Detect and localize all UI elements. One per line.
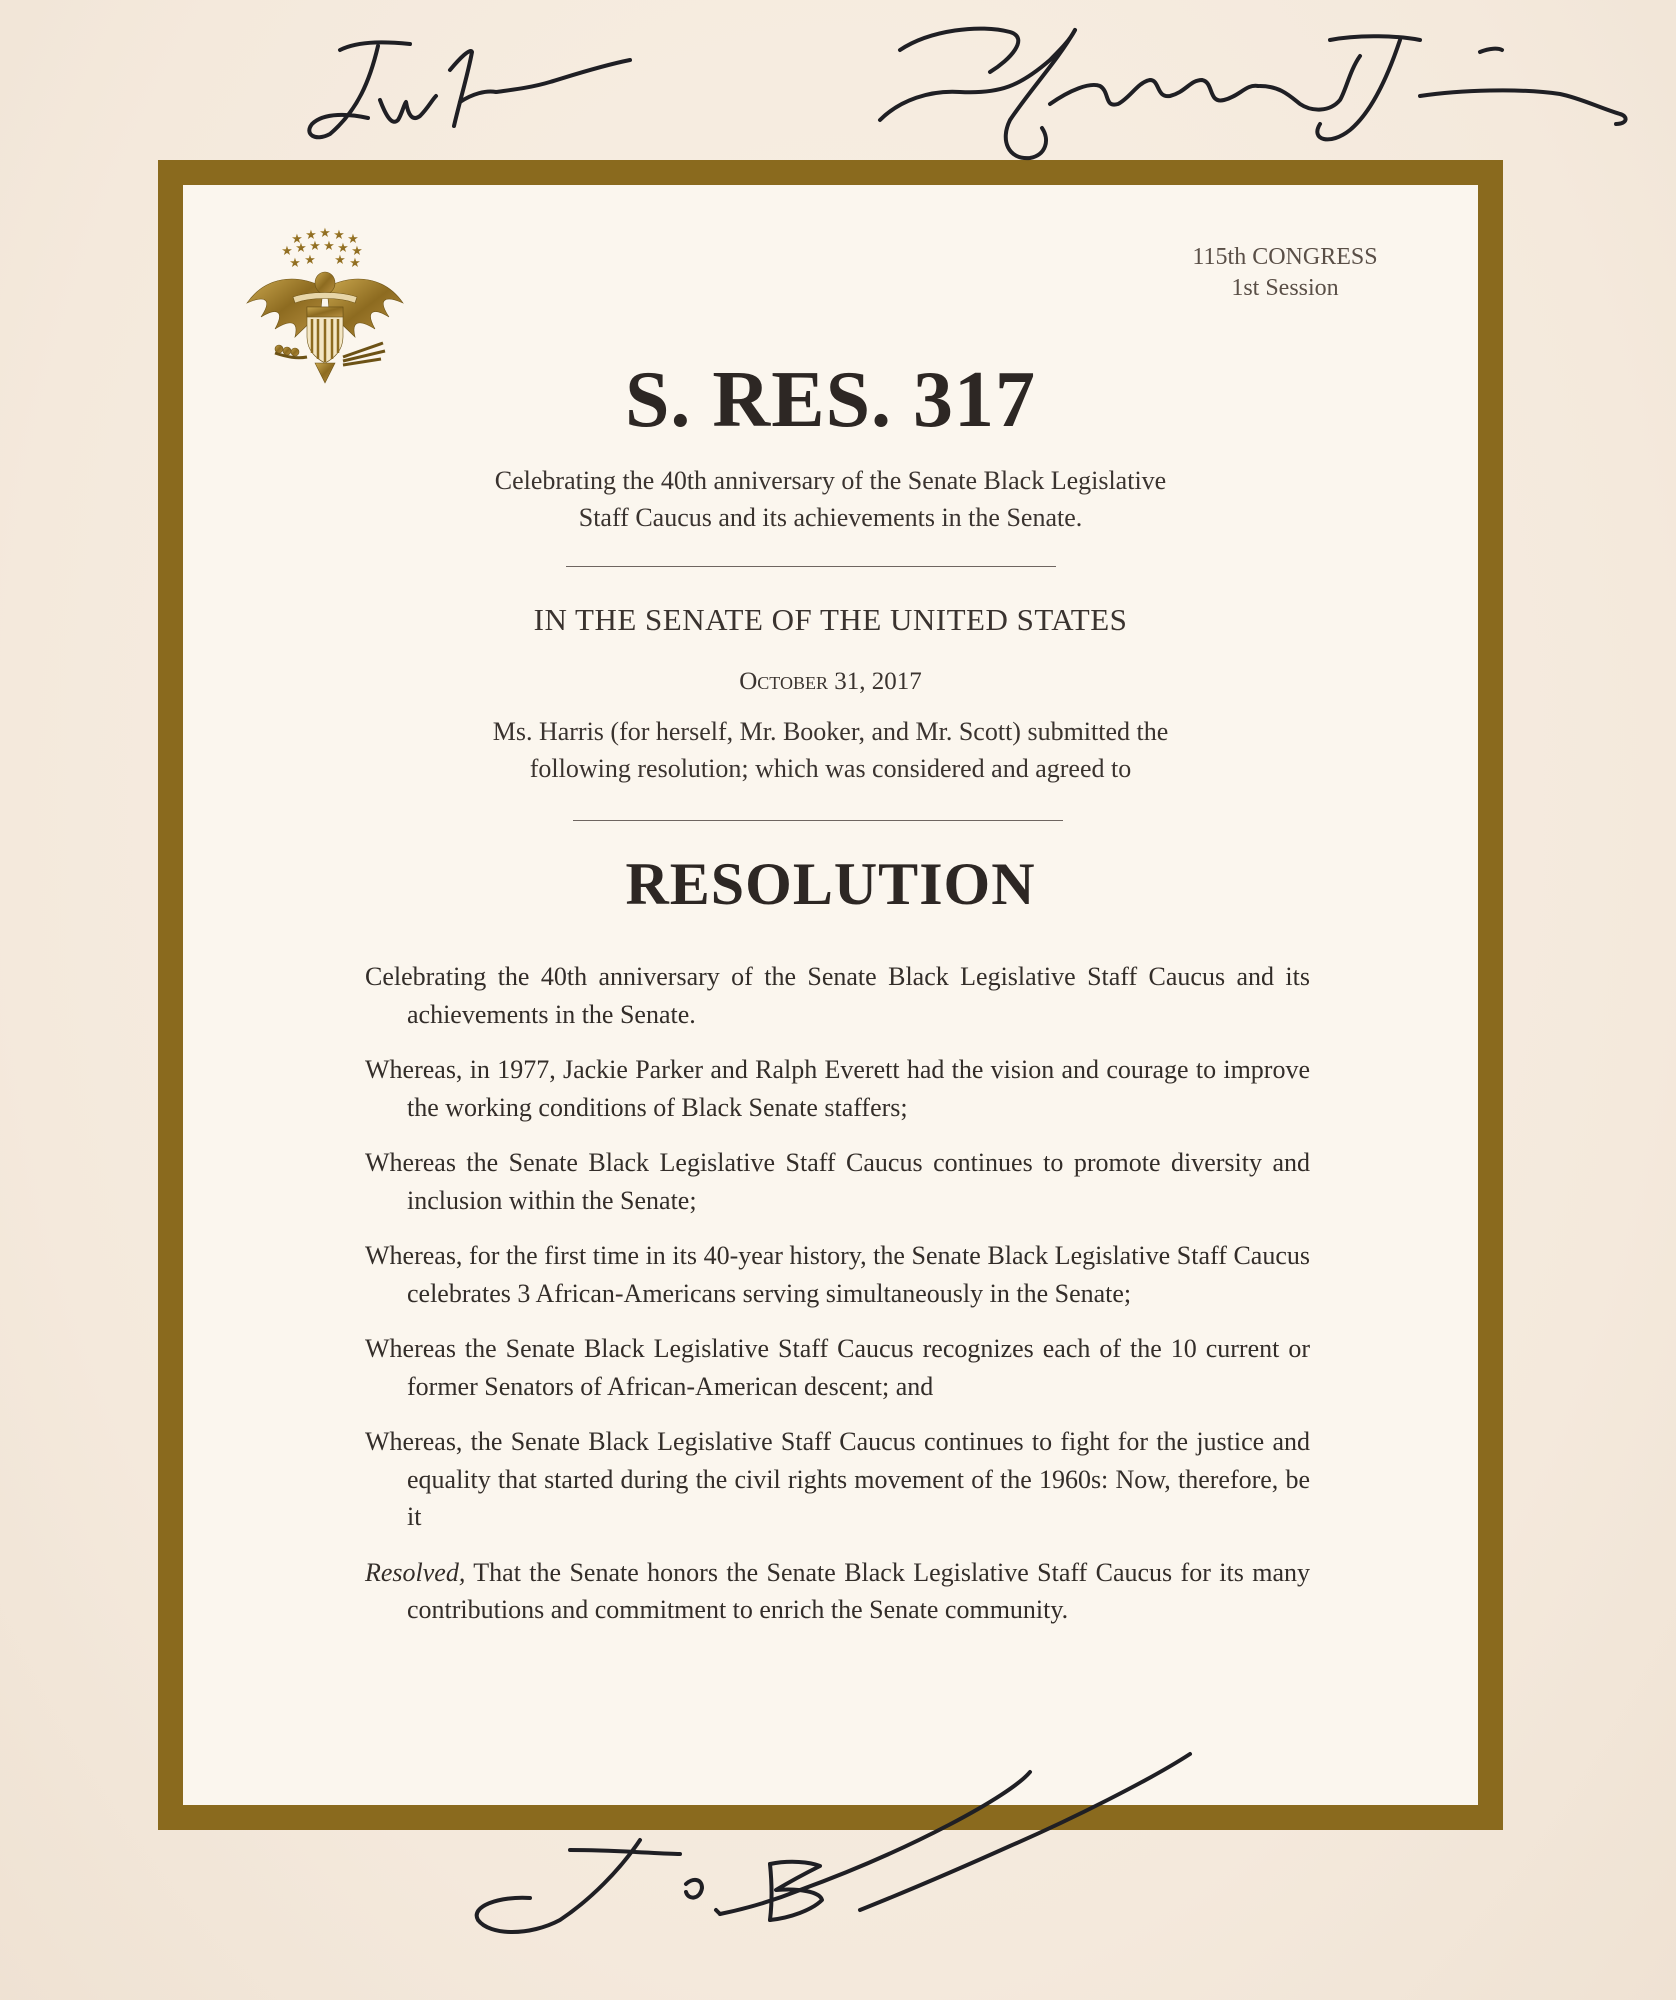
divider-rule [566,566,1056,567]
svg-text:★: ★ [319,226,331,241]
svg-text:★: ★ [351,244,363,259]
signature-bottom [470,1750,1230,1960]
chamber-heading: IN THE SENATE OF THE UNITED STATES [533,602,1128,637]
submission-line: Ms. Harris (for herself, Mr. Booker, and Mr. Scott) submitted the [492,717,1169,746]
resolution-heading: RESOLUTION [625,851,1036,917]
submission-line: following resolution; which was considered and agreed to [529,754,1132,783]
session-label: 1st Session [1231,275,1339,301]
svg-text:★: ★ [309,239,321,254]
svg-text:★: ★ [304,253,316,268]
svg-text:★: ★ [347,232,359,247]
resolved-word: Resolved, [365,1557,466,1587]
resolution-body [365,958,1310,1647]
submission-statement [183,713,1478,787]
svg-text:★: ★ [333,228,345,243]
svg-text:★: ★ [295,241,307,256]
svg-text:★: ★ [289,256,301,271]
signature-top-left [300,30,650,150]
resolved-text: That the Senate honors the Senate Black Legislative Staff Caucus for its many contributions and commitment to enrich the Senate community. [407,1557,1310,1624]
whereas-clause: Whereas, the Senate Black Legislative Staff Caucus continues to fight for the justice and equality that started during the civil rights movement of the 1960s: Now, therefore, be it [365,1427,1310,1531]
short-title [183,462,1478,536]
resolution-date: October 31, 2017 [739,668,922,695]
preamble-paragraph: Celebrating the 40th anniversary of the Senate Black Legislative Staff Caucus and its achievements in the Senate. [365,962,1310,1029]
congress-session-block [1150,242,1420,304]
whereas-clause: Whereas, in 1977, Jackie Parker and Ralph Everett had the vision and courage to improve the working conditions of Black Senate staffers; [365,1055,1310,1122]
resolved-clause [365,1554,1310,1629]
svg-text:★: ★ [323,239,335,254]
svg-text:★: ★ [281,244,293,259]
svg-text:★: ★ [291,232,303,247]
svg-text:★: ★ [334,253,346,268]
short-title-line: Celebrating the 40th anniversary of the Senate Black Legislative [494,466,1167,495]
svg-text:★: ★ [349,256,361,271]
whereas-clause: Whereas, for the first time in its 40-year history, the Senate Black Legislative Staff Caucus celebrates 3 African-Americans serving simultaneously in the Senate; [365,1241,1310,1308]
whereas-clause: Whereas the Senate Black Legislative Staff Caucus continues to promote diversity and inclusion within the Senate; [365,1148,1310,1215]
resolution-number: S. RES. 317 [624,356,1037,444]
short-title-line: Staff Caucus and its achievements in the Senate. [578,503,1083,532]
congress-label: 115th CONGRESS [1192,244,1378,270]
signature-top-right [860,0,1630,170]
svg-text:★: ★ [305,228,317,243]
svg-text:★: ★ [337,241,349,256]
whereas-clause: Whereas the Senate Black Legislative Staff Caucus recognizes each of the 10 current or former Senators of African-American descent; and [365,1334,1310,1401]
divider-rule [573,820,1063,821]
